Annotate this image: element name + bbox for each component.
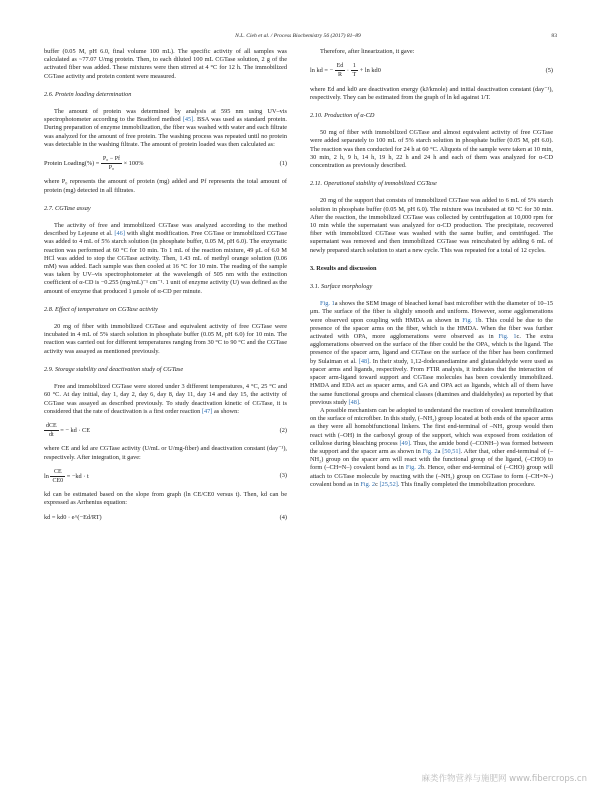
citation-link[interactable]: [25,52] (379, 480, 398, 488)
equation-number: (2) (279, 426, 287, 434)
watermark: 麻类作物营养与施肥网 www.fibercrops.cn (421, 774, 587, 784)
citation-link[interactable]: [50,51] (442, 447, 461, 455)
citation-link[interactable]: [48] (358, 357, 370, 365)
paragraph: kd can be estimated based on the slope from graph (ln CE/CE0 versus t). Then, kd can be expressed as Arrhenius equation: (44, 491, 287, 507)
citation-link[interactable]: [45] (182, 116, 194, 124)
citation-link[interactable]: [48] (348, 398, 359, 406)
citation-link[interactable]: [46] (114, 230, 125, 238)
section-heading-2-10: 2.10. Production of α-CD (310, 112, 375, 120)
paragraph: where CE and kd are CGTase activity (U/mL or U/mg-fiber) and deactivation constant (day⁻¹), respectively. After integration, it gave: (44, 445, 287, 461)
equation-number: (3) (279, 472, 287, 480)
figure-link[interactable]: Fig. 1 (498, 333, 517, 341)
paragraph: where Ed and kd0 are deactivation energy (kJ/kmole) and initial deactivation constant (day⁻¹), respectively. They can be estimated from the graph of ln kd against 1/T. (310, 85, 553, 101)
right-column (310, 48, 553, 489)
paragraph: A possible mechanism can be adopted to understand the reaction of covalent immobilization on the surface of microfiber. In this study, (–NH₂) group located at both ends of the spacer arms as they were all homobifunctional linkers. The first end-terminal of –NH₂ group would then react with (–OH) in the carboxyl group of the support, which was exposed from oxidation of cellulose during bleaching process [49]. Thus, the amide bond (–CONH–) was formed between the support and the spacer arm as shown in Fig. 2a [50,51]. After that, other end-terminal of (–NH₂) group on the spacer arm will react with the functional group of the ligand, (–CHO) to form (–CH=N–) covalent bond as in Fig. 2b. Hence, other end-terminal of (–CHO) group will attach to CGTase molecule by reacting with the (–NH₂) group on CGTase to form (–CH=N–) covalent bond as in Fig. 2c [25,52]. This finally completed the immobilization procedure. (310, 406, 554, 488)
equation-1: Protein Loading(%) = $\frac{\text{P₀ − Pf}}{\text{P₀}}$ × 100% (1) (44, 156, 287, 172)
section-heading-3: 3. Results and discussion (310, 264, 377, 272)
figure-link[interactable]: Fig. 2 (405, 464, 421, 472)
section-heading-2-11: 2.11. Operational stability of immobilized CGTase (310, 180, 437, 188)
figure-link[interactable]: Fig. 2 (422, 447, 438, 455)
figure-link[interactable]: Fig. 1 (320, 300, 335, 308)
paragraph: The activity of free and immobilized CGTase was analyzed according to the method described by Lejeune et al. [46] with slight modification. Free CGTase or immobilized CGTase was added to 4 mL of 5% starch solution (in phosphate buffer, 0.05 M, pH 6.0). The enzymatic reaction was performed at 60 °C for 10 min. To 1 mL of the reaction mixture, 49 μL of 6.0 M HCl was added to stop the CGTase activity. Then, 1.43 mL of methyl orange solution (0.06 mM) was added. Each sample was then cooled at 16 °C for 10 min. The reading of the sample was taken by UV–vis spectrophotometer at the wavelength of 505 nm with the extinction coefficient of α-CD is −0.255 (mg/mL)⁻¹ cm⁻¹. 1 unit of enzyme activity (U) was defined as the amount of enzyme that produced 1 μmole of α-CD per minute. (44, 222, 287, 295)
paragraph: 20 mg of the support that consists of immobilized CGTase was added to 6 mL of 5% starch solution in phosphate buffer (0.05 M, pH 6.0). The mixture was incubated at 60 °C for 30 min. After the reaction, the immobilized CGTase was collected by centrifugation at 10,000 rpm for 10 min while the supernatant was analyzed for α-CD production. The precipitate, recovered fiber with immobilized CGTase was washed with the same buffer, and centrifuged. The supernatant was removed and then immobilized CGTase was reincubated by adding 6 mL of newly prepared starch solution to start a new cycle. This was repeated for a total of 12 cycles. (310, 197, 553, 254)
figure-link[interactable]: Fig. 2 (360, 480, 376, 488)
equation-3: ln $\frac{CE}{CE0}$ = −kd · t (3) (44, 468, 287, 484)
running-header: N.L. Cieh et al. / Process Biochemistry 56 (2017) 81–89 (235, 33, 361, 39)
paragraph: Therefore, after linearization, it gave: (320, 48, 415, 55)
equation-number: (1) (279, 159, 287, 167)
equation-2: $\frac{\text{dCE}}{dt}$ = − kd · CE (2) (46, 422, 287, 439)
equation-5: ln kd = − $\frac{Ed}{R}$ · $\frac{1}{T}$ + ln kd0 (5) (310, 63, 553, 79)
page-number: 83 (551, 33, 557, 39)
paragraph: 50 mg of fiber with immobilized CGTase and almost equivalent activity of free CGTase were added separately to 100 mL of 5% starch solution in phosphate buffer (0.05 M, pH 6.0). The reaction was then conducted for 24 h at 60 °C. Aliquots of the sample were taken at 10 min, 30 min, 2 h, 9 h, 14 h, 19 h, 22 h and 24 h and each of them was analyzed for α-CD concentration as previously described. (310, 129, 553, 170)
equation-number: (4) (279, 513, 287, 521)
figure-link[interactable]: Fig. 1 (462, 316, 479, 324)
paragraph: Free and immobilized CGTase were stored under 3 different temperatures, 4 °C, 25 °C and 60 °C. At day initial, day 1, day 2, day 6, day 8, day 11, day 14 and day 15, the activity of CGTase was assayed as described previously. To study deactivation kinetic of CGTase, it is considered that the rate of deactivation is a first order reaction [47] as shown: (44, 383, 287, 415)
paragraph: buffer (0.05 M, pH 6.0, final volume 100 mL). The specific activity of all samples was calculated as ~77.07 U/mg protein. Then, to each diluted 100 mL CGTase solution, 2 g of the activated fiber was added. These mixtures were then stirred at 4 °C for 12 h. The immobilized CGTase activity and protein content were measured. (44, 48, 287, 80)
equation-4: kd = kd0 · e^(−Ed/RT) (4) (44, 513, 287, 521)
citation-link[interactable]: [49] (399, 439, 410, 447)
paragraph: Fig. 1a shows the SEM image of bleached kenaf bast microfiber with the diameter of 10–15 μm. The surface of the fiber is slightly smooth and uniform. However, some agglomerations were observed upon coupling with HMDA as shown in Fig. 1b. This could be due to the presence of the spacer arms on the fiber, which is the HMDA. When the fiber was further activated with OPA, more agglomerations were observed as in Fig. 1c. The extra agglomerations observed on the surface of the fiber could be the OPA, which is the ligand. The presence of the spacer arm, ligand and CGTase on the surface of the fiber has been confirmed by Sulaiman et al. [48]. In their study, 1,12-dodecanediamine and glutaraldehyde were used as spacer arms and ligands, respectively. From FTIR analysis, it indicates that the interaction of spacer arm-ligand toward support and CGTase molecules has been covalently immobilized. HMDA and EDA act as spacer arms, and GA and OPA act as ligands, which all of them have the same functional groups and chemical classes (diamines and dialdehydes) as reported by that previous study [48]. (310, 300, 554, 406)
citation-link[interactable]: [47] (201, 407, 213, 415)
section-heading-2-8: 2.8. Effect of temperature on CGTase activity (44, 305, 158, 313)
section-heading-2-7: 2.7. CGTase assay (44, 204, 91, 212)
left-column (44, 48, 287, 528)
section-heading-2-9: 2.9. Storage stability and deactivation study of CGTase (44, 365, 184, 373)
section-heading-3-1: 3.1. Surface morphology (310, 283, 373, 291)
paragraph: where P₀ represents the amount of protein (mg) added and Pf represents the total amount of protein (mg) detected in all filtrates. (44, 178, 287, 194)
paragraph: 20 mg of fiber with immobilized CGTase and equivalent activity of free CGTase were incubated in 4 mL of 5% starch solution in phosphate buffer (0.05 M, pH 6.0) for 10 min. The reaction was carried out for different temperatures ranging from 30 °C to 90 °C and the CGTase activity was assayed as mentioned previously. (44, 323, 287, 355)
section-heading-2-6: 2.6. Protein loading determination (44, 90, 132, 98)
paragraph: The amount of protein was determined by analysis at 595 nm using UV–vis spectrophotometer according to the Bradford method [45]. BSA was used as standard protein. During preparation of enzyme immobilization, the fiber was washed with water and each filtrate was analyzed for the amount of free protein. The washing process was repeated until no protein was detectable in the washing filtrate. The amount of protein loaded was then calculated as: (44, 108, 287, 148)
equation-number: (5) (545, 66, 553, 74)
